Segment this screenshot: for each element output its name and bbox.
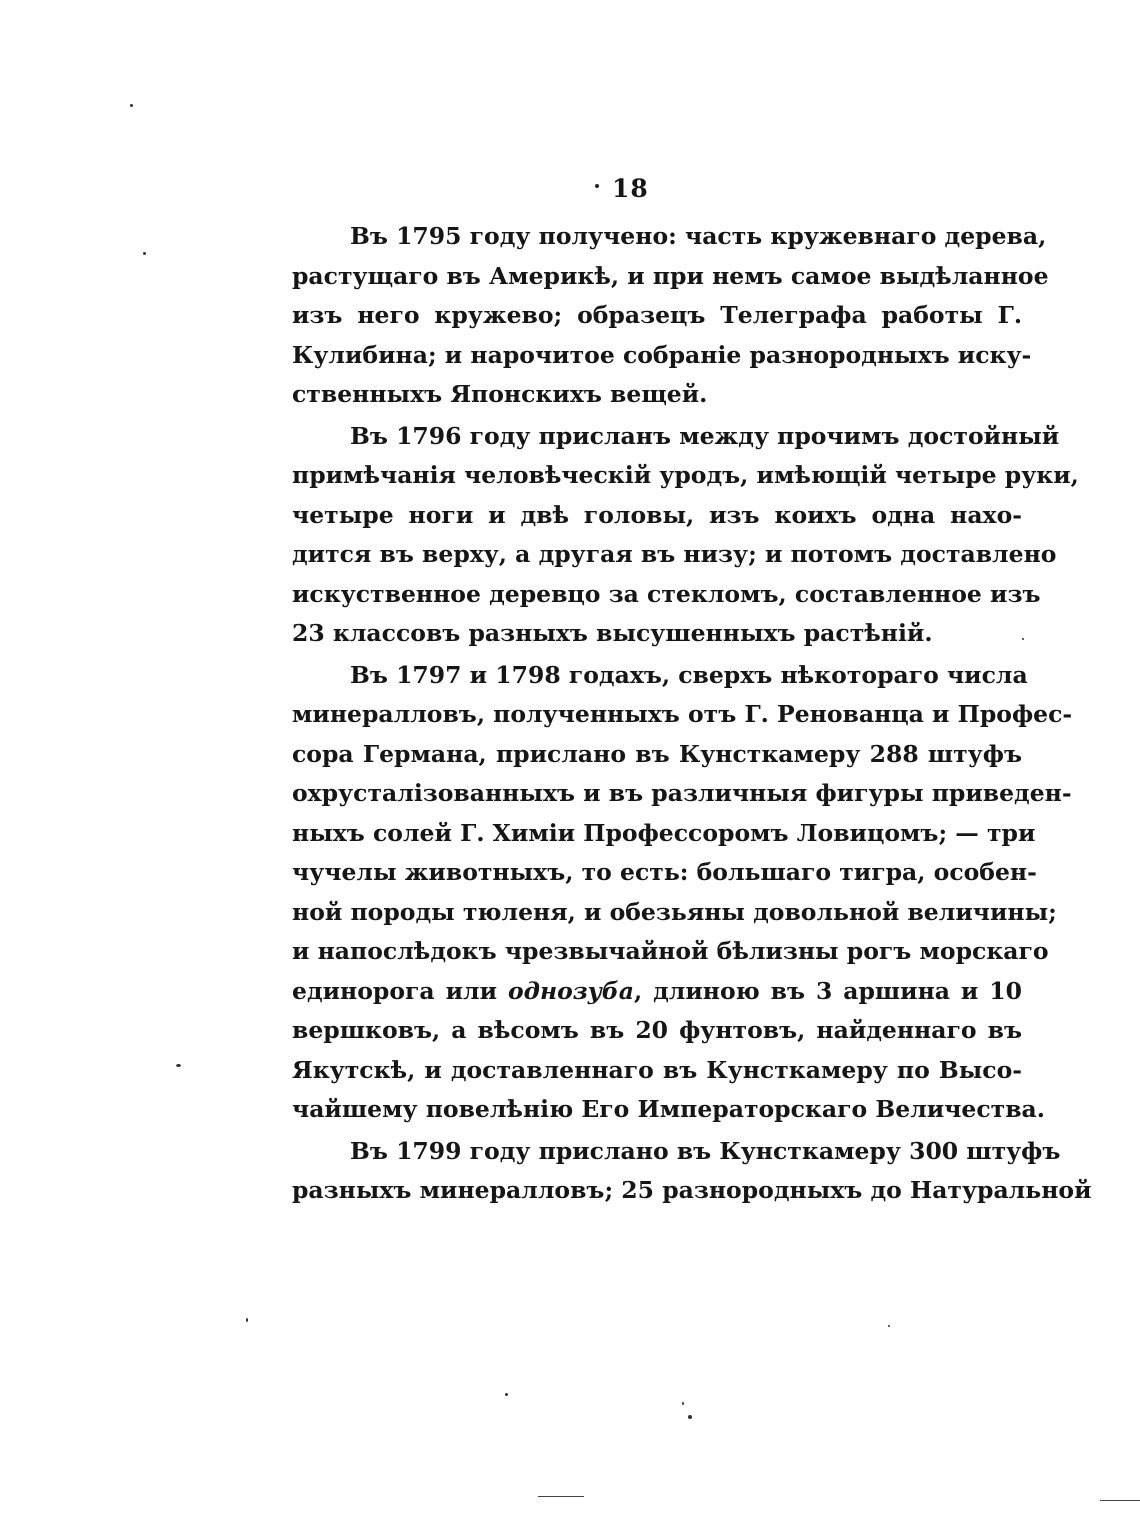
text-line: разныхъ минералловъ; 25 разнородныхъ до Натуральной	[292, 1176, 1092, 1204]
text-line: 23 классовъ разныхъ высушенныхъ растѣній.	[292, 619, 933, 647]
text-line: Въ 1797 и 1798 годахъ, сверхъ нѣкотораго числа	[350, 660, 1028, 689]
text-line: примѣчанія человѣческій уродъ, имѣющій четыре руки,	[292, 461, 1079, 489]
scan-speck	[688, 1415, 692, 1419]
italic-word: однозуба	[507, 976, 635, 1005]
text-line: ныхъ солей Г. Химіи Профессоромъ Ловицомъ; — три	[292, 818, 1036, 847]
text-line: Въ 1795 году получено: часть кружевнаго дерева,	[350, 222, 1047, 250]
page-body	[292, 217, 1092, 1211]
text-line: и напослѣдокъ чрезвычайной бѣлизны рогъ морскаго	[292, 937, 1049, 965]
paragraph-1799	[292, 1132, 1092, 1211]
text-line: четыре ноги и двѣ головы, изъ коихъ одна нахо-	[292, 500, 1022, 529]
scan-speck	[176, 1064, 181, 1067]
text-line: ственныхъ Японскихъ вещей.	[292, 380, 708, 408]
paragraph-1796	[292, 417, 1079, 654]
text-line: растущаго въ Америкѣ, и при немъ самое выдѣланное	[292, 261, 1049, 290]
text-line: вершковъ, а вѣсомъ въ 20 фунтовъ, найденнаго въ	[292, 1016, 1022, 1044]
text-line: Въ 1796 году присланъ между прочимъ достойный	[350, 421, 1060, 450]
scan-speck	[505, 1393, 508, 1396]
scan-speck	[246, 1318, 248, 1322]
text-line: Якутскѣ, и доставленнаго въ Кунсткамеру по Высо-	[292, 1055, 1022, 1084]
text-line: Въ 1799 году прислано въ Кунсткамеру 300 штуфъ	[350, 1136, 1061, 1165]
text-line-with-italic	[292, 972, 1022, 1012]
scan-speck	[1022, 638, 1024, 640]
page-number: 18	[612, 174, 649, 203]
text-line: дится въ верху, а другая въ низу; и потомъ доставлено	[292, 540, 1057, 568]
scan-speck	[682, 1402, 684, 1405]
scan-speck	[888, 1325, 890, 1327]
text-line: чайшему повелѣнію Его Императорскаго Величества.	[292, 1095, 1045, 1123]
text-run: единорога или	[292, 976, 508, 1005]
scan-speck	[130, 104, 133, 107]
text-line: ной породы тюленя, и обезьяны довольной величины;	[292, 897, 1057, 926]
paragraph-1795	[292, 217, 1049, 415]
text-line: сора Германа, прислано въ Кунсткамеру 288 штуфъ	[292, 739, 1022, 768]
text-line: Кулибина; и нарочитое собраніе разнородныхъ иску-	[292, 340, 1032, 369]
text-line: чучелы животныхъ, то есть: большаго тигра, особен-	[292, 858, 1037, 886]
text-line: искуственное деревцо за стекломъ, составленное изъ	[292, 579, 1041, 608]
text-line: изъ него кружево; образецъ Телеграфа работы Г.	[292, 301, 1022, 329]
scan-rule	[538, 1496, 584, 1497]
paragraph-1797-1798	[292, 656, 1073, 1130]
scan-rule	[1100, 1500, 1140, 1501]
text-line: охрусталізованныхъ и въ различныя фигуры приведен-	[292, 779, 1072, 807]
text-line: минералловъ, полученныхъ отъ Г. Ренованца и Профес-	[292, 700, 1073, 728]
page-number-dot	[595, 184, 599, 188]
scan-speck	[143, 252, 146, 255]
text-run: , длиною въ 3 аршина и 10	[634, 976, 1022, 1005]
